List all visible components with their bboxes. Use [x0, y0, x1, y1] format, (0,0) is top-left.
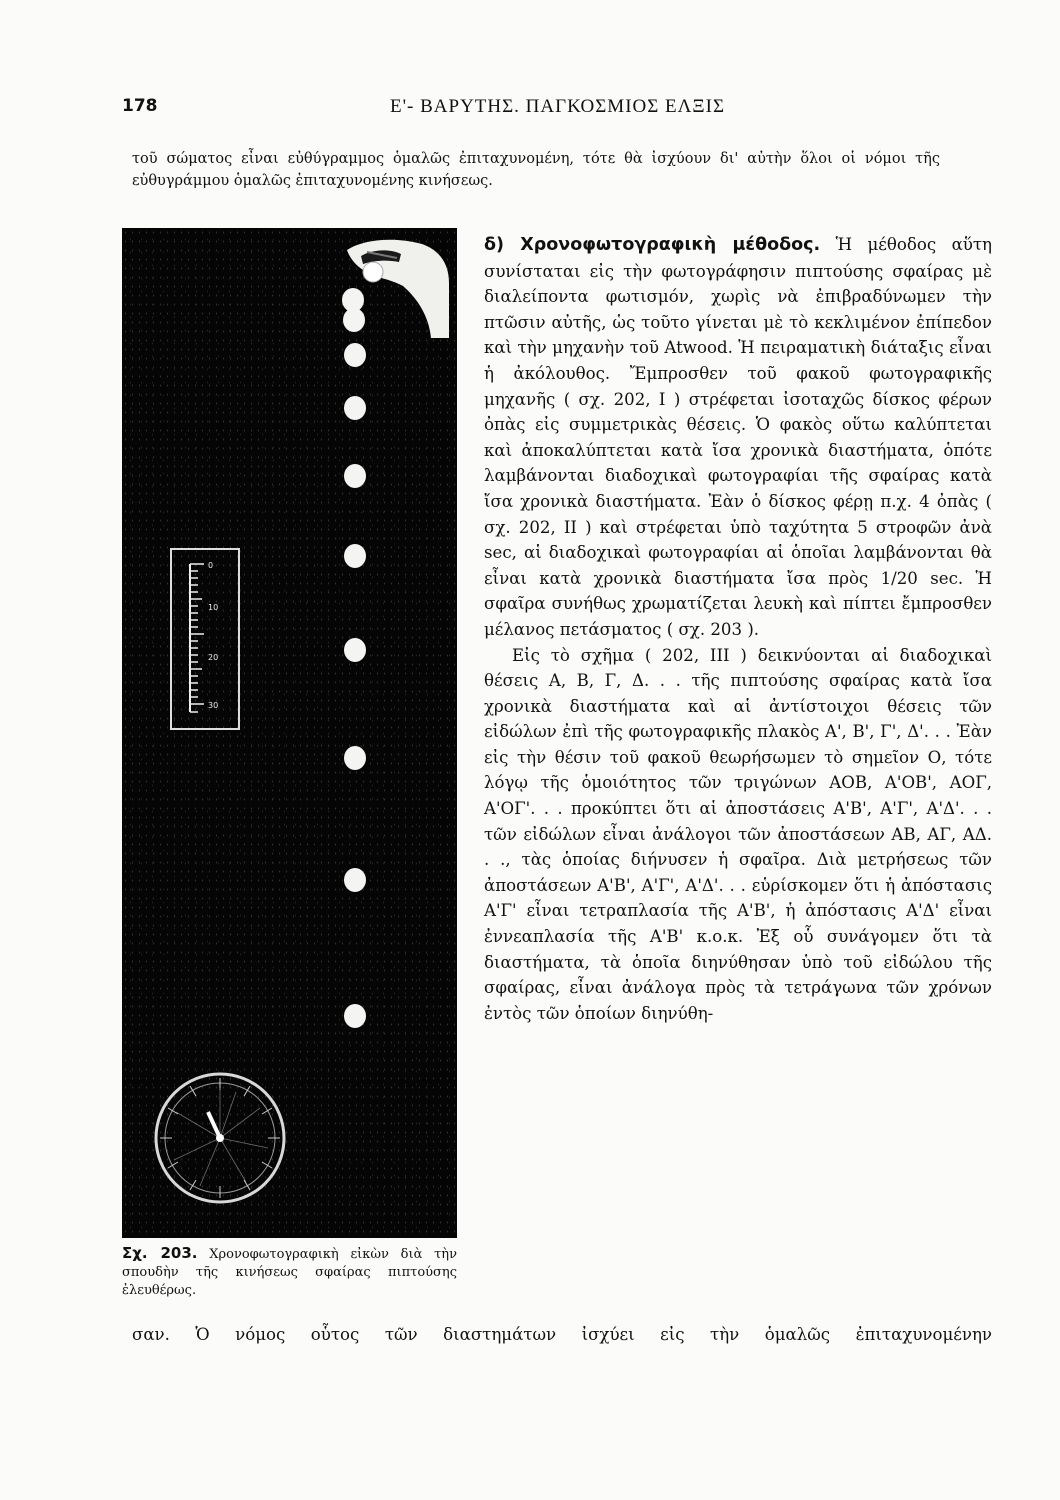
- ball-position-6: [344, 544, 366, 568]
- full-width-last-line: σαν. Ὁ νόμος οὗτος τῶν διαστημάτων ἰσχύει εἰς τὴν ὁμαλῶς ἐπιταχυνομένην: [132, 1325, 992, 1344]
- chronophotograph: [122, 228, 457, 1238]
- section-paragraph-1: [484, 232, 992, 643]
- paragraph-1-text: Ἡ μέθοδος αὕτη συνίσταται εἰς τὴν φωτογράφησιν πιπτούσης σφαίρας μὲ διαλείποντα φωτισμόν, χωρὶς νὰ ἐπιβραδύνωμεν τὴν πτῶσιν αὐτῆς, ὡς τοῦτο γίνεται μὲ τὸ κεκλιμένον ἐπίπεδον καὶ τὴν μηχανὴν τοῦ Atwood. Ἡ πειραματικὴ διάταξις εἶναι ἡ ἀκόλουθος. Ἔμπροσθεν τοῦ φακοῦ φωτογραφικῆς μηχανῆς ( σχ. 202, I ) στρέφεται ἰσοταχῶς δίσκος φέρων ὀπὰς εἰς συμμετρικὰς θέσεις. Ὁ φακὸς οὕτω καλύπτεται καὶ ἀποκαλύπτεται κατὰ ἴσα χρονικὰ διαστήματα, ὁπότε λαμβάνονται διαδοχικαὶ φωτογραφίαι τῆς σφαίρας κατὰ ἴσα χρονικὰ διαστήματα. Ἐὰν ὁ δίσκος φέρῃ π.χ. 4 ὀπὰς ( σχ. 202, II ) καὶ στρέφεται ὑπὸ ταχύτητα 5 στροφῶν ἀνὰ sec, αἱ διαδοχικαὶ φωτογραφίαι αἱ ὁποῖαι λαμβάνονται θὰ εἶναι κατὰ χρονικὰ διαστήματα ἴσα πρὸς 1/20 sec. Ἡ σφαῖρα συνήθως χρωματίζεται λευκὴ καὶ πίπτει ἔμπροσθεν μέλανος πετάσματος ( σχ. 203 ).: [484, 235, 992, 639]
- right-text-column: [484, 232, 992, 1026]
- ball-position-3: [344, 343, 366, 367]
- figure-caption-text: Χρονοφωτογραφικὴ εἰκὼν διὰ τὴν σπουδὴν τῆς κινήσεως σφαίρας πιπτούσης ἐλευθέρως.: [122, 1247, 457, 1298]
- ball-position-10: [344, 1004, 366, 1028]
- ball-position-5: [344, 464, 366, 488]
- ball-position-8: [344, 746, 366, 770]
- ball-position-4: [344, 396, 366, 420]
- figure-number: Σχ. 203.: [122, 1244, 198, 1262]
- ball-position-2: [343, 308, 365, 332]
- figure-caption: [122, 1244, 457, 1300]
- page-number: 178: [122, 96, 158, 116]
- ball-position-7: [344, 638, 366, 662]
- section-paragraph-2: Εἰς τὸ σχῆμα ( 202, III ) δεικνύονται αἱ διαδοχικαὶ θέσεις Α, Β, Γ, Δ. . . τῆς πιπτούσης σφαίρας κατὰ ἴσα χρονικὰ διαστήματα καὶ αἱ ἀντίστοιχοι θέσεις τῶν εἰδώλων ἐπὶ τῆς φωτογραφικῆς πλακὸς Α', Β', Γ', Δ'. . . Ἐὰν εἰς τὴν θέσιν τοῦ φακοῦ θεωρήσωμεν τὸ σημεῖον Ο, τότε λόγῳ τῆς ὁμοιότητος τῶν τριγώνων ΑΟΒ, Α'ΟΒ', ΑΟΓ, Α'ΟΓ'. . . προκύπτει ὅτι αἱ ἀποστάσεις Α'Β', Α'Γ', Α'Δ'. . . τῶν εἰδώλων εἶναι ἀνάλογοι τῶν ἀποστάσεων ΑΒ, ΑΓ, ΑΔ. . ., τὰς ὁποίας διήνυσεν ἡ σφαῖρα. Διὰ μετρήσεως τῶν ἀποστάσεων Α'Β', Α'Γ', Α'Δ'. . . εὑρίσκομεν ὅτι ἡ ἀπόστασις Α'Γ' εἶναι τετραπλασία τῆς Α'Β', ἡ ἀπόστασις Α'Δ' εἶναι ἐννεαπλασία τῆς Α'Β' κ.ο.κ. Ἐξ οὗ συνάγομεν ὅτι τὰ διαστήματα, τὰ ὁποῖα διηνύθησαν ὑπὸ τοῦ εἰδώλου τῆς σφαίρας, εἶναι ἀνάλογα πρὸς τὰ τετράγωνα τῶν χρόνων ἐντὸς τῶν ὁποίων διηνύθη-: [484, 645, 992, 1023]
- page-header: [122, 96, 942, 126]
- ruler-label-20: 20: [208, 653, 219, 662]
- ball-position-9: [344, 868, 366, 892]
- stopwatch-dial: [150, 1068, 290, 1208]
- ruler-label-10: 10: [208, 603, 219, 612]
- running-title: Ε'- ΒΑΡΥΤΗΣ. ΠΑΓΚΟΣΜΙΟΣ ΕΛΞΙΣ: [390, 96, 726, 117]
- measuring-ruler: [170, 548, 240, 730]
- intro-paragraph: [132, 148, 940, 192]
- intro-text: τοῦ σώματος εἶναι εὐθύγραμμος ὁμαλῶς ἐπιταχυνομένη, τότε θὰ ἰσχύουν δι' αὐτὴν ὅλοι οἱ νόμοι τῆς εὐθυγράμμου ὁμαλῶς ἐπιταχυνομένης κινήσεως.: [132, 151, 940, 189]
- section-heading: δ) Χρονοφωτογραφικὴ μέθοδος.: [484, 235, 821, 255]
- ruler-label-0: 0: [208, 561, 214, 570]
- ruler-label-30: 30: [208, 701, 219, 710]
